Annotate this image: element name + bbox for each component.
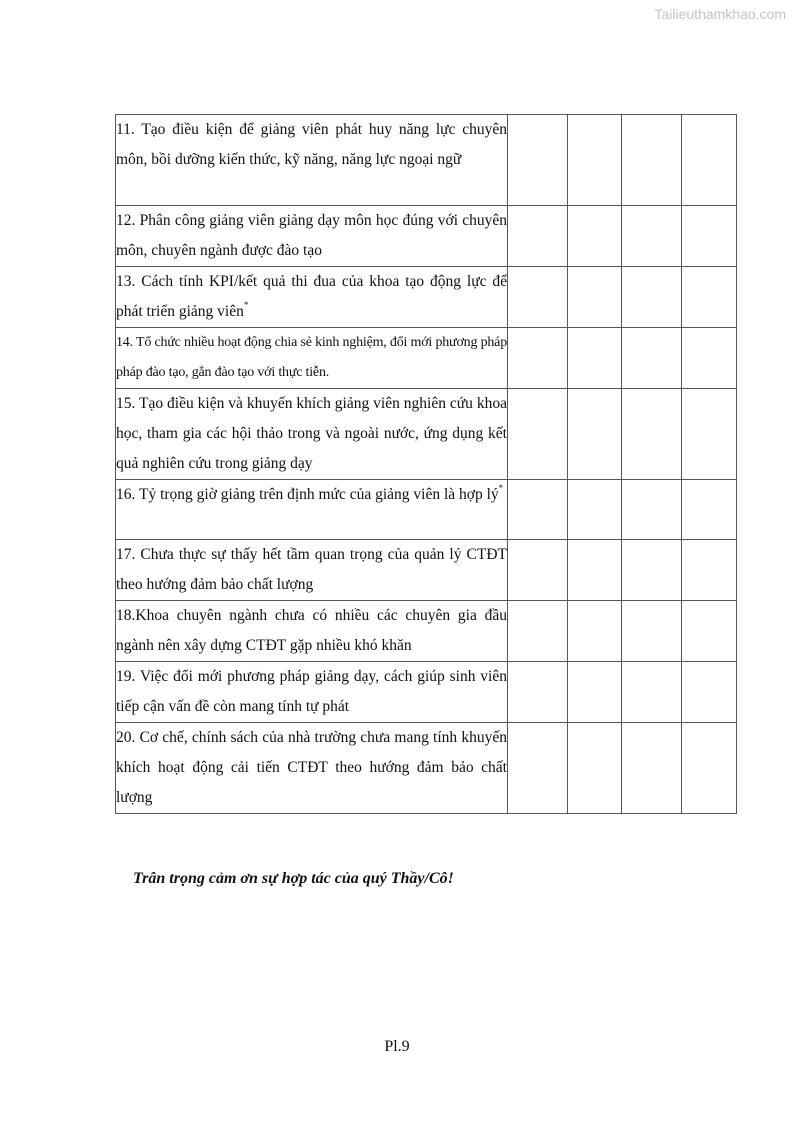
rating-box[interactable]: [682, 540, 737, 601]
rating-box[interactable]: [508, 723, 568, 814]
question-cell: [116, 480, 508, 540]
rating-box[interactable]: [568, 662, 622, 723]
rating-box[interactable]: [508, 328, 568, 389]
question-text: 13. Cách tính KPI/kết quả thi đua của khoa tạo động lực để phát triển giảng viên: [116, 273, 507, 320]
question-cell: [116, 723, 508, 814]
question-cell: [116, 328, 508, 389]
rating-box[interactable]: [682, 267, 737, 328]
rating-box[interactable]: [682, 601, 737, 662]
question-text: 14. Tổ chức nhiều hoạt động chia sẻ kinh nghiệm, đổi mới phương pháp pháp đào tạo, gắn đào tạo với thực tiễn.: [116, 335, 507, 380]
rating-box[interactable]: [568, 389, 622, 480]
question-text: 11. Tạo điều kiện để giảng viên phát huy năng lực chuyên môn, bồi dưỡng kiến thức, kỹ năng, năng lực ngoại ngữ: [116, 121, 507, 168]
rating-box[interactable]: [568, 723, 622, 814]
table-row: [116, 662, 737, 723]
rating-box[interactable]: [682, 723, 737, 814]
table-row: [116, 389, 737, 480]
rating-box[interactable]: [682, 662, 737, 723]
rating-box[interactable]: [508, 662, 568, 723]
watermark: Tailieuthamkhao.com: [654, 6, 786, 22]
rating-box[interactable]: [622, 480, 682, 540]
thank-you-note: Trân trọng cảm ơn sự hợp tác của quý Thầy/Cô!: [133, 870, 454, 887]
rating-box[interactable]: [622, 328, 682, 389]
rating-box[interactable]: [508, 480, 568, 540]
question-text: 16. Tỷ trọng giờ giảng trên định mức của giảng viên là hợp lý: [116, 486, 499, 503]
rating-box[interactable]: [622, 206, 682, 267]
rating-box[interactable]: [682, 115, 737, 206]
question-cell: [116, 662, 508, 723]
asterisk-mark: *: [498, 483, 504, 493]
table-row: [116, 601, 737, 662]
rating-box[interactable]: [508, 540, 568, 601]
question-text: 19. Việc đổi mới phương pháp giảng dạy, cách giúp sinh viên tiếp cận vấn đề còn mang tính tự phát: [116, 668, 507, 715]
rating-box[interactable]: [622, 723, 682, 814]
question-cell: [116, 206, 508, 267]
rating-box[interactable]: [682, 328, 737, 389]
asterisk-mark: *: [243, 300, 249, 310]
rating-box[interactable]: [508, 267, 568, 328]
question-cell: [116, 601, 508, 662]
rating-box[interactable]: [568, 328, 622, 389]
rating-box[interactable]: [622, 115, 682, 206]
question-text: 18.Khoa chuyên ngành chưa có nhiều các chuyên gia đầu ngành nên xây dựng CTĐT gặp nhiều khó khăn: [116, 607, 507, 654]
survey-table: [115, 114, 737, 814]
rating-box[interactable]: [682, 480, 737, 540]
page-number: Pl.9: [384, 1038, 410, 1055]
rating-box[interactable]: [508, 389, 568, 480]
question-text: 17. Chưa thực sự thấy hết tầm quan trọng của quản lý CTĐT theo hướng đảm bảo chất lượng: [116, 546, 507, 593]
table-row: [116, 115, 737, 206]
table-row: [116, 267, 737, 328]
rating-box[interactable]: [568, 206, 622, 267]
rating-box[interactable]: [622, 389, 682, 480]
rating-box[interactable]: [568, 601, 622, 662]
rating-box[interactable]: [568, 540, 622, 601]
rating-box[interactable]: [508, 206, 568, 267]
rating-box[interactable]: [622, 540, 682, 601]
question-text: 20. Cơ chế, chính sách của nhà trường chưa mang tính khuyến khích hoạt động cải tiến CTĐT theo hướng đảm bảo chất lượng: [116, 729, 507, 806]
rating-box[interactable]: [568, 480, 622, 540]
table-row: [116, 206, 737, 267]
rating-box[interactable]: [622, 662, 682, 723]
question-text: 15. Tạo điều kiện và khuyến khích giảng viên nghiên cứu khoa học, tham gia các hội thảo trong và ngoài nước, ứng dụng kết quả nghiên cứu trong giảng dạy: [116, 395, 507, 472]
question-text: 12. Phân công giảng viên giảng dạy môn học đúng với chuyên môn, chuyên ngành được đào tạo: [116, 212, 507, 259]
question-cell: [116, 389, 508, 480]
rating-box[interactable]: [682, 206, 737, 267]
table-row: [116, 723, 737, 814]
question-cell: [116, 267, 508, 328]
rating-box[interactable]: [622, 601, 682, 662]
rating-box[interactable]: [622, 267, 682, 328]
rating-box[interactable]: [508, 115, 568, 206]
table-row: [116, 328, 737, 389]
question-cell: [116, 115, 508, 206]
question-cell: [116, 540, 508, 601]
rating-box[interactable]: [508, 601, 568, 662]
rating-box[interactable]: [568, 115, 622, 206]
rating-box[interactable]: [568, 267, 622, 328]
table-row: [116, 540, 737, 601]
table-row: [116, 480, 737, 540]
rating-box[interactable]: [682, 389, 737, 480]
